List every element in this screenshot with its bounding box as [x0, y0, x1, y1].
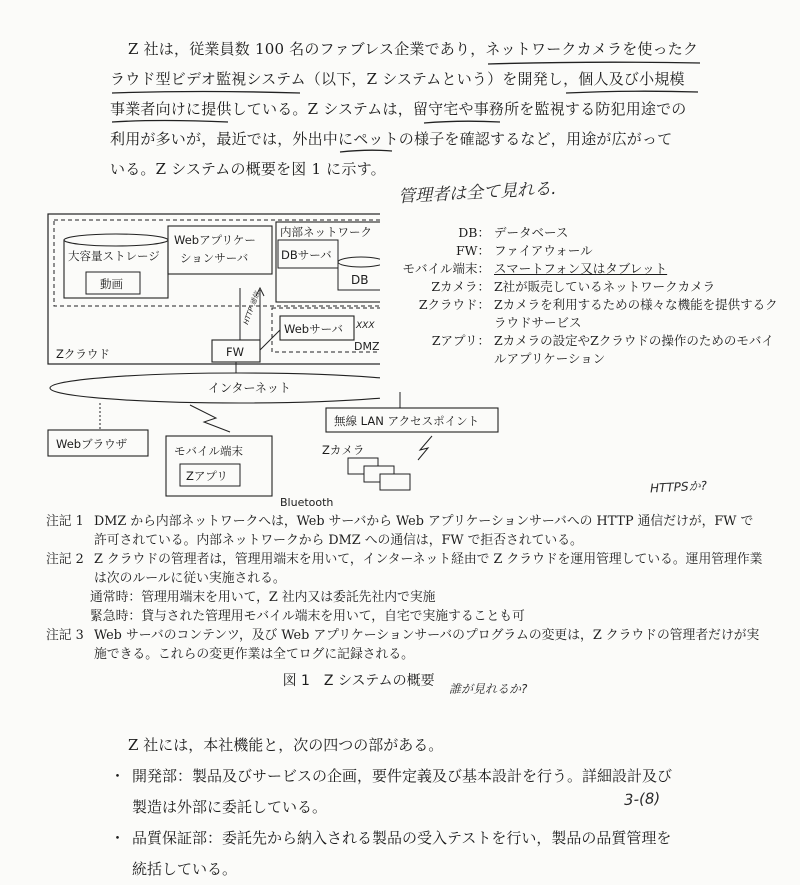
note-2-label: 注記 2 [46, 552, 84, 567]
zcloud-label: Zクラウド [56, 347, 110, 361]
intro-line-2: ラウド型ビデオ監視システム（以下，Z システムという）を開発し，個人及び小規模 [110, 70, 685, 88]
dev-line-1: 開発部：製品及びサービスの企画，要件定義及び基本設計を行う。詳細設計及び [132, 767, 673, 785]
video-label: 動画 [100, 277, 123, 291]
figure-caption-text: 図 1 Z システムの概要 [282, 673, 435, 689]
legend-row: Zアプリ： Zカメラの設定やZクラウドの操作のためのモバイルアプリケーション [431, 333, 774, 366]
note-1-label: 注記 1 [46, 514, 84, 529]
zapp-label: Zアプリ [186, 469, 228, 483]
note-3 [46, 626, 766, 664]
note-1 [46, 512, 766, 550]
bullet-dev [110, 761, 720, 792]
note-1-text: DMZ から内部ネットワークへは，Web サーバから Web アプリケーションサーバへの HTTP 通信だけが，FW で許可されている。内部ネットワークから DMZ への通信は，FW で拒否されている。 [94, 514, 754, 548]
mobile-label: モバイル端末 [174, 444, 243, 458]
webapp-label-1: Webアプリケー [174, 233, 256, 247]
webserver-label: Webサーバ [284, 322, 343, 336]
handwritten-https-note: HTTPSか? [649, 478, 708, 496]
dmz-label: DMZ [354, 340, 380, 353]
intro-line-4: 利用が多いが，最近では，外出中にペットの様子を確認するなど，用途が広がって [110, 130, 673, 148]
webbrowser-label: Webブラウザ [56, 437, 128, 451]
figure-caption [0, 670, 800, 696]
qa-line-2: 統括している。 [132, 860, 238, 878]
internal-network-label: 内部ネットワーク [280, 225, 372, 239]
intro-line-1: Z 社は，従業員数 100 名のファブレス企業であり，ネットワークカメラを使ったク [128, 40, 699, 58]
handwritten-xxx: XXX [356, 321, 375, 331]
bluetooth-label: Bluetooth [280, 496, 334, 509]
fw-label: FW [226, 345, 244, 359]
note-3-text: Web サーバのコンテンツ，及び Web アプリケーションサーバのプログラムの変更は，Z クラウドの管理者だけが実施できる。これらの変更作業は全てログに記録される。 [94, 628, 760, 662]
zcamera-icons [348, 458, 410, 490]
intro-line-5: いる。Z システムの概要を図 1 に示す。 [110, 160, 386, 178]
qa-line-1: 品質保証部：委託先から納入される製品の受入テストを行い，製品の品質管理を [132, 829, 672, 847]
handwritten-ref-note: 3-(8) [623, 789, 661, 809]
legend-row: DB： データベース [458, 225, 569, 240]
note-3-label: 注記 3 [46, 628, 84, 643]
bullet-dot: ・ [110, 829, 126, 847]
legend-row: FW： ファイアウォール [455, 243, 593, 258]
handwritten-http: HTTP 通信 [242, 290, 262, 326]
internet-label: インターネット [208, 381, 291, 395]
wlan-ap-label: 無線 LAN アクセスポイント [334, 414, 480, 428]
storage-label: 大容量ストレージ [68, 249, 160, 263]
bullet-qa [110, 823, 720, 854]
note-2-emergency: 緊急時：貸与された管理用モバイル端末を用いて，自宅で実施することも可 [90, 609, 525, 624]
dev-line-2: 製造は外部に委託している。 [132, 798, 328, 816]
zcamera-label: Zカメラ [322, 443, 365, 457]
note-2-normal: 通常時：管理用端末を用いて，Z 社内又は委託先社内で実施 [90, 590, 436, 605]
legend-row: Zカメラ： Z社が販売しているネットワークカメラ [431, 279, 716, 294]
legend-row: モバイル端末： スマートフォン又はタブレット [402, 261, 668, 276]
db-label: DB [351, 273, 369, 287]
legend-row: Zクラウド： Zカメラを利用するための様々な機能を提供するクラウドサービス [418, 297, 778, 330]
department-lead: Z 社には，本社機能と，次の四つの部がある。 [128, 736, 444, 754]
bullet-dot: ・ [110, 767, 126, 785]
note-2 [46, 550, 766, 588]
dbserver-label: DBサーバ [281, 248, 332, 262]
handwritten-note-admin: 管理者は全て見れる. [397, 178, 557, 208]
webapp-label-2: ションサーバ [180, 251, 249, 265]
diagram-legend [380, 224, 780, 368]
handwritten-caption-note: 誰が見れるか? [449, 682, 528, 696]
note-2-text: Z クラウドの管理者は，管理用端末を用いて，インターネット経由で Z クラウドを運用管理している。運用管理作業は次のルールに従い実施される。 [94, 552, 763, 586]
wlan-camera-diagram [320, 390, 500, 500]
intro-underlines [0, 0, 800, 200]
intro-line-3: 事業者向けに提供している。Z システムは，留守宅や事務所を監視する防犯用途での [110, 100, 687, 118]
figure-notes [46, 512, 766, 664]
